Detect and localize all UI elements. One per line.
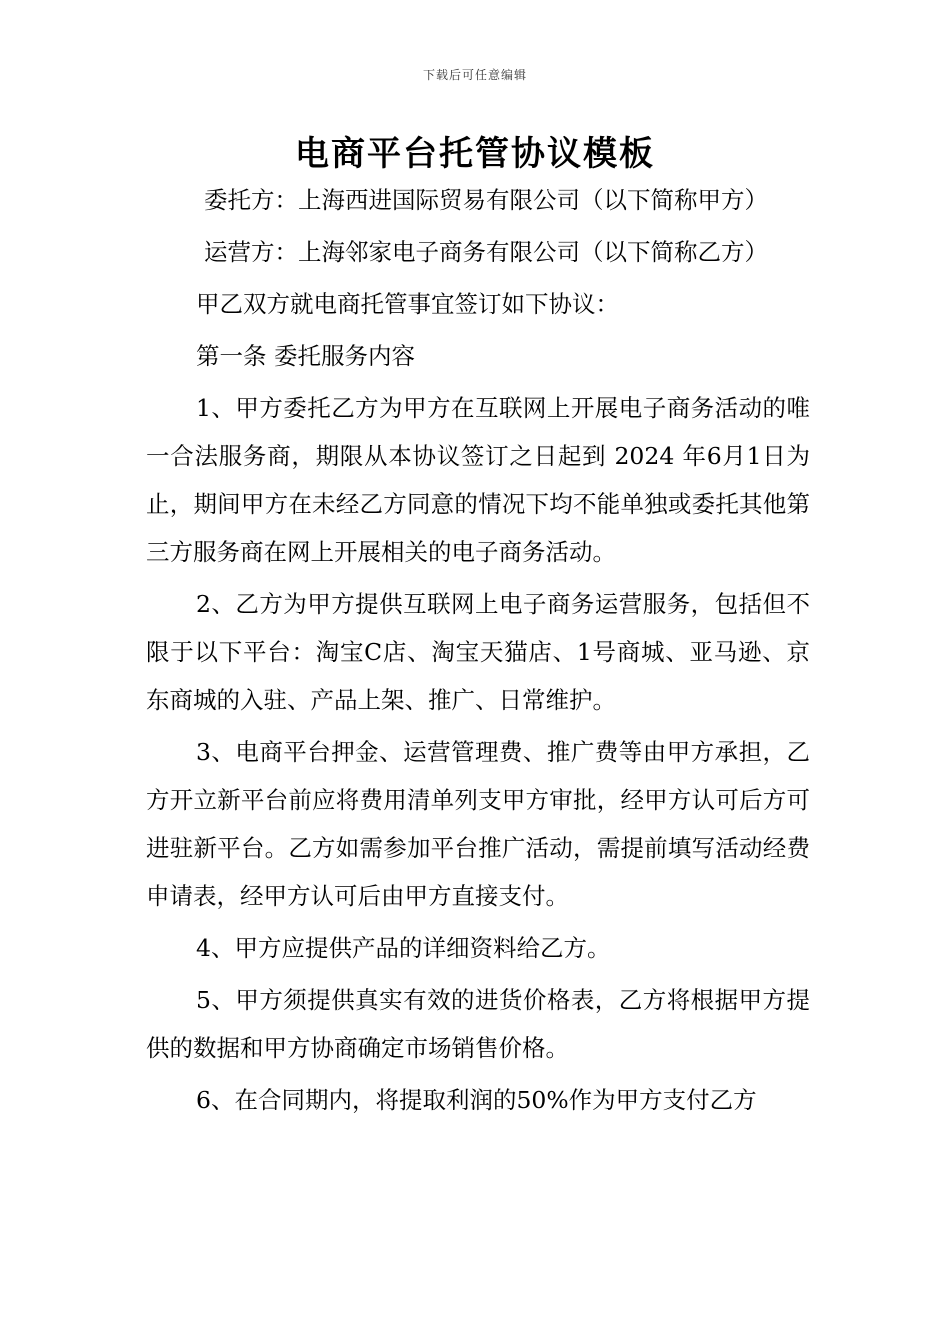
article-heading: 第一条 委托服务内容 xyxy=(196,342,415,370)
clause-paragraph: 2、乙方为甲方提供互联网上电子商务运营服务，包括但不限于以下平台：淘宝C店、淘宝天猫店、1号商城、亚马逊、京东商城的入驻、产品上架、推广、日常维护。 xyxy=(146,590,810,714)
clause-paragraph: 6、在合同期内，将提取利润的50%作为甲方支付乙方 xyxy=(196,1086,757,1114)
clause-paragraph: 3、电商平台押金、运营管理费、推广费等由甲方承担，乙方开立新平台前应将费用清单列支甲方审批，经甲方认可后方可进驻新平台。乙方如需参加平台推广活动，需提前填写活动经费申请表，经甲方认可后由甲方直接支付。 xyxy=(146,738,810,910)
clause-paragraph: 5、甲方须提供真实有效的进货价格表，乙方将根据甲方提供的数据和甲方协商确定市场销售价格。 xyxy=(146,986,810,1062)
agreement-intro-paragraph: 甲乙双方就电商托管事宜签订如下协议： xyxy=(196,290,619,318)
operator-party-paragraph: 运营方：上海邻家电子商务有限公司（以下简称乙方） xyxy=(204,238,768,266)
header-note: 下载后可任意编辑 xyxy=(422,68,527,82)
clause-paragraph: 1、甲方委托乙方为甲方在互联网上开展电子商务活动的唯一合法服务商，期限从本协议签订之日起到 2024 年6月1日为止，期间甲方在未经乙方同意的情况下均不能单独或委托其他第三方服务商在网上开展相关的电子商务活动。 xyxy=(146,394,810,566)
clause-paragraph: 4、甲方应提供产品的详细资料给乙方。 xyxy=(196,934,611,962)
document-body xyxy=(146,176,810,1128)
document-title: 电商平台托管协议模板 xyxy=(295,134,655,174)
client-party-paragraph: 委托方：上海西进国际贸易有限公司（以下简称甲方） xyxy=(204,186,768,214)
